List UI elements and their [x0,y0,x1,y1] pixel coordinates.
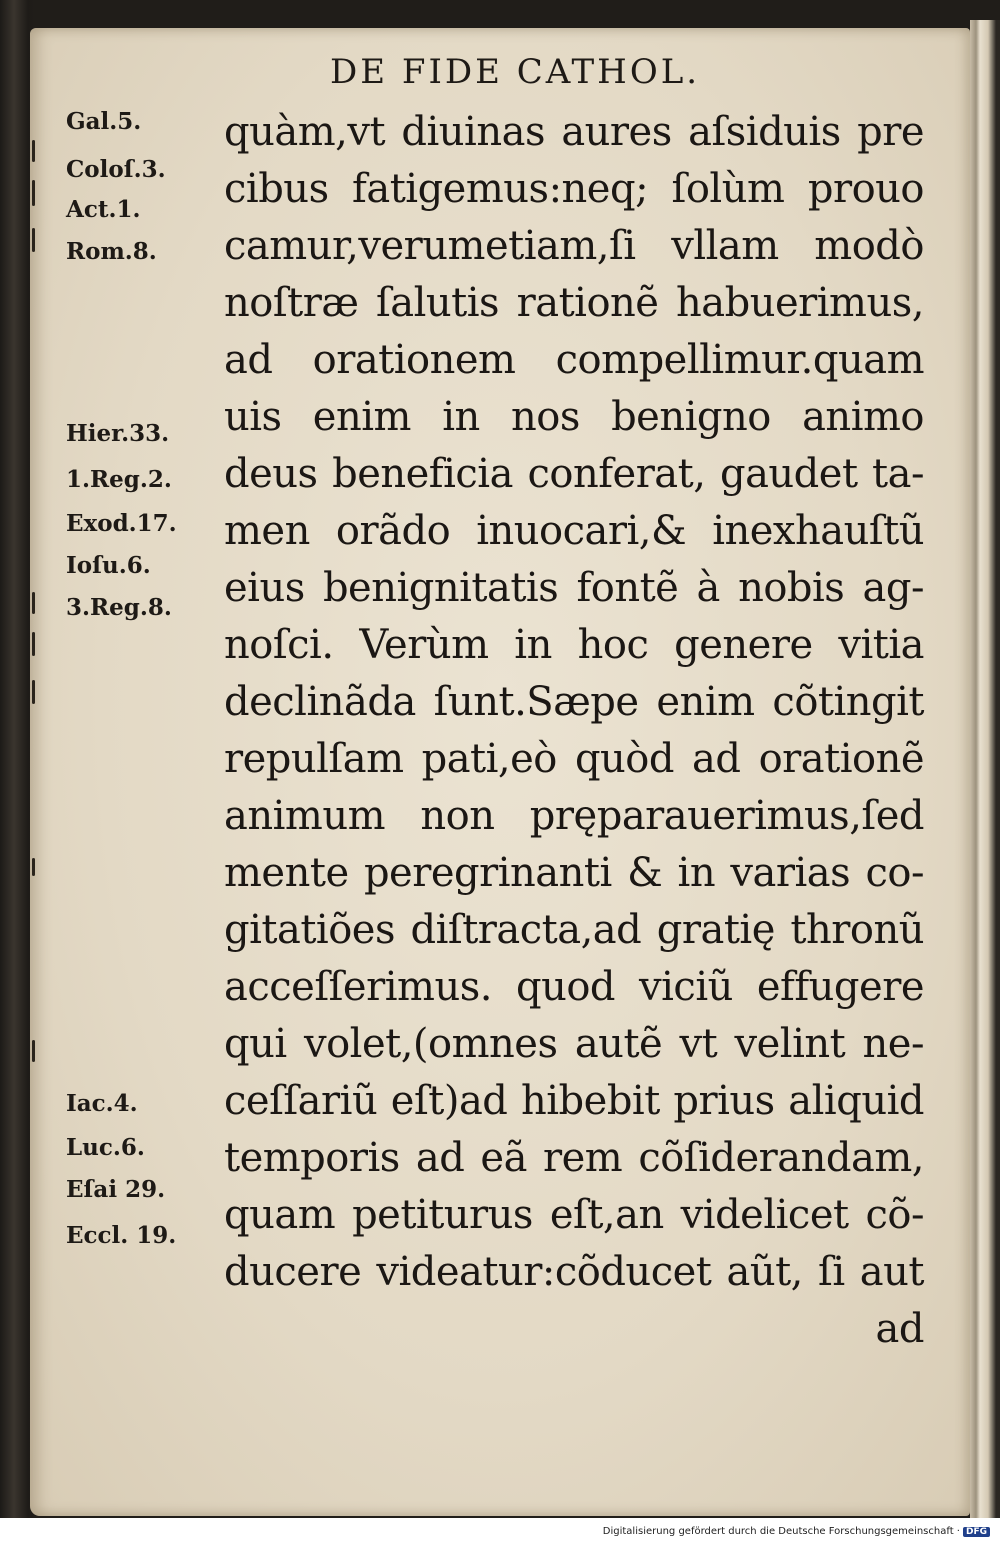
text-line: noſci. Verùm in hoc genere vitia [224,622,924,668]
catchword: ad [875,1306,924,1352]
ink-mark [32,858,35,876]
text-line: deus beneficia conferat, gaudet ta- [224,451,924,497]
margin-note: 1.Reg.2. [66,466,172,493]
margin-note: Ioſu.6. [66,552,151,579]
text-line: gitatiões diſtracta,ad gratię thronũ [224,907,924,953]
margin-note: Coloſ.3. [66,156,166,183]
text-line: declinãda ſunt.Sæpe enim cõtingit [224,679,924,725]
text-line: men orãdo inuocari,& inexhauſtũ [224,508,924,554]
ink-mark [32,228,35,252]
text-line: temporis ad eã rem cõſiderandam, [224,1135,924,1181]
text-line: quam petiturus eſt,an videlicet cõ- [224,1192,924,1238]
text-line: ad orationem compellimur.quam [224,337,924,383]
ink-mark [32,140,35,162]
margin-note: Gal.5. [66,108,142,135]
margin-note: 3.Reg.8. [66,594,172,621]
text-line: eius benignitatis fontẽ à nobis ag- [224,565,924,611]
ink-mark [32,180,35,206]
text-line: ceſſariũ eſt)ad hibebit prius aliquid [224,1078,924,1124]
margin-note: Exod.17. [66,510,177,537]
text-line: qui volet,(omnes autẽ vt velint ne- [224,1021,924,1067]
margin-note: Act.1. [66,196,141,223]
text-line: uis enim in nos benigno animo [224,394,924,440]
text-line: animum non pręparauerimus,ſed [224,793,924,839]
ink-mark [32,680,35,704]
text-line: camur,verumetiam,ſi vllam modò [224,223,924,269]
text-line: repulſam pati,eò quòd ad orationẽ [224,736,924,782]
page-edge [970,20,1000,1520]
text-line: cibus fatigemus:neq; ſolùm prouo [224,166,924,212]
text-line: ducere videatur:cõducet aũt, ſi aut [224,1249,924,1295]
text-line: acceſſerimus. quod viciũ effugere [224,964,924,1010]
margin-note: Hier.33. [66,420,170,447]
footer-credit-text: Digitalisierung gefördert durch die Deutsche Forschungsgemeinschaft · [602,1526,960,1537]
footer-bar [0,1518,1000,1542]
body-text [224,104,924,1358]
margin-note: Eccl. 19. [66,1222,177,1249]
ink-mark [32,592,35,614]
margin-note: Eſai 29. [66,1176,166,1203]
ink-mark [32,1040,35,1062]
margin-note: Luc.6. [66,1134,145,1161]
margin-note: Rom.8. [66,238,157,265]
text-line: mente peregrinanti & in varias co- [224,850,924,896]
text-line: quàm,vt diuinas aures aſsiduis pre [224,109,924,155]
text-line: noſtræ ſalutis rationẽ habuerimus, [224,280,924,326]
margin-note: Iac.4. [66,1090,138,1117]
footer-credit [603,1526,990,1537]
ink-mark [32,632,35,656]
dfg-logo: DFG [963,1527,990,1537]
running-head: DE FIDE CATHOL. [330,52,701,92]
